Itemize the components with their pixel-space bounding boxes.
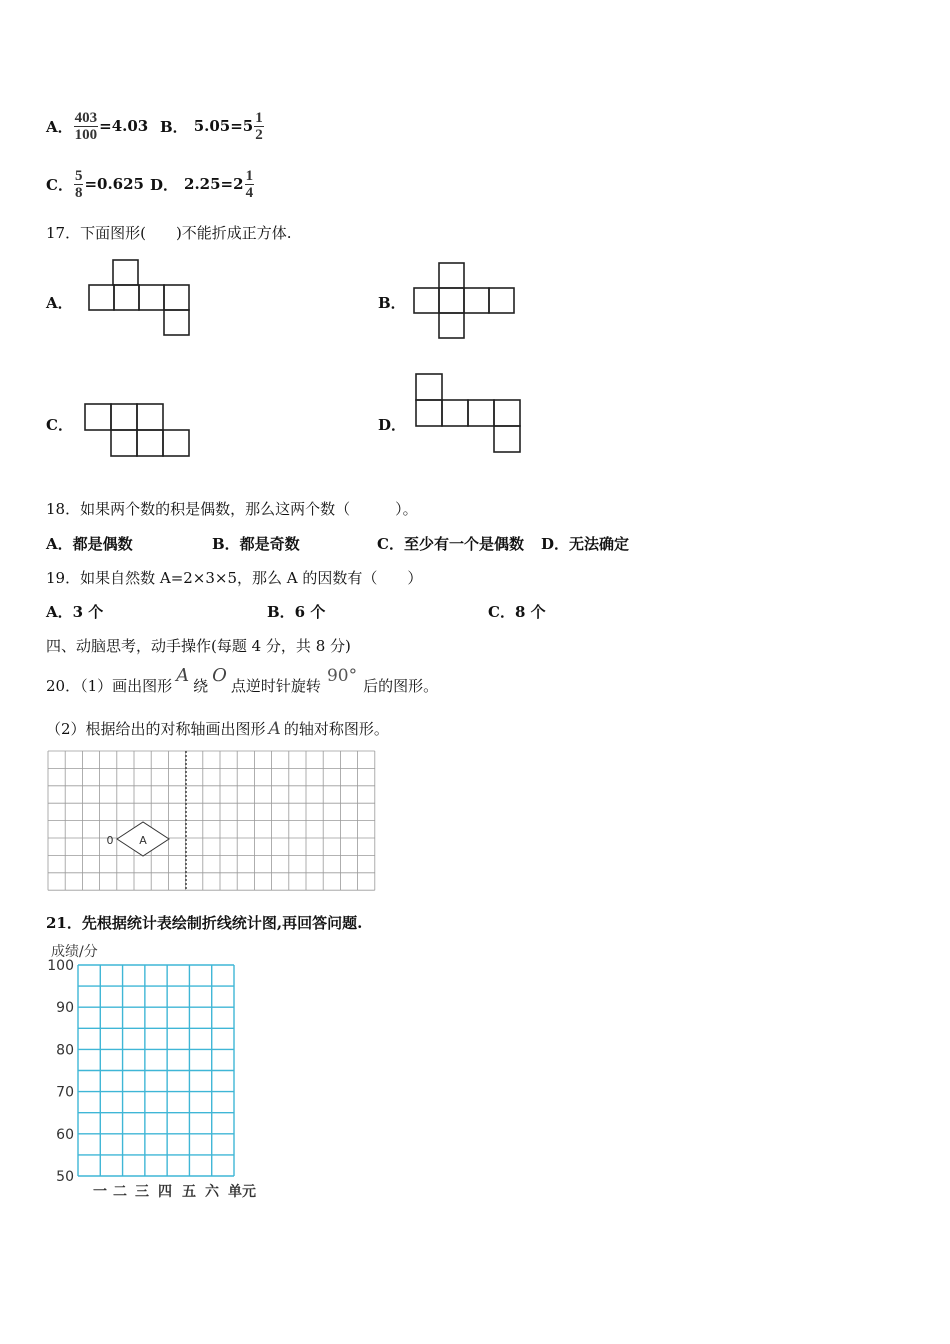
q17-label-d: D．: [378, 416, 407, 434]
fraction-1-4: $\frac{1}{4}$: [245, 167, 254, 201]
q21-stem: 21．先根据统计表绘制折线统计图,再回答问题.: [46, 914, 363, 932]
q19-stem: 19．如果自然数 A=2×3×5，那么 A 的因数有（ ）: [46, 569, 423, 587]
y-tick-label: 50: [56, 1169, 74, 1185]
point-o-label: 0: [106, 834, 114, 847]
x-tick-label: 一: [93, 1184, 107, 1200]
q19-option-c: C．8 个: [488, 603, 546, 621]
y-tick-label: 70: [56, 1084, 74, 1101]
q19-option-a: A．3 个: [46, 603, 104, 621]
q20-part1: 20．（1）画出图形 A 绕 O 点逆时针旋转 90° 后的图形。: [46, 665, 439, 695]
y-tick-label: 90: [56, 1000, 74, 1017]
x-tick-label: 四: [158, 1184, 172, 1200]
x-tick-label: 二: [113, 1184, 127, 1200]
y-tick-label: 100: [47, 958, 74, 974]
q16-option-b: B． 5.05=5 $\frac{1}{2}$: [160, 109, 263, 143]
x-axis-label: 单元: [228, 1184, 256, 1200]
q20-part2: （2）根据给出的对称轴画出图形 A 的轴对称图形。: [46, 718, 389, 739]
cube-net-a: [88, 259, 192, 339]
x-tick-label: 六: [205, 1184, 219, 1200]
rotation-grid: [48, 751, 378, 893]
cube-net-b: [413, 262, 519, 342]
shape-a-label: A: [139, 834, 147, 847]
x-tick-label: 三: [135, 1184, 149, 1200]
q18-option-a: A．都是偶数: [46, 535, 133, 553]
q17-stem: 17．下面图形( )不能折成正方体.: [46, 224, 292, 242]
q17-label-c: C．: [46, 416, 73, 434]
q16-option-d: D． 2.25=2 $\frac{1}{4}$: [150, 167, 254, 201]
q19-option-b: B．6 个: [267, 603, 326, 621]
q18-stem: 18．如果两个数的积是偶数，那么这两个数（ ）。: [46, 500, 418, 518]
section-4-title: 四、动脑思考，动手操作(每题 4 分，共 8 分): [46, 637, 351, 655]
q18-option-d: D．无法确定: [541, 535, 630, 553]
q18-option-c: C．至少有一个是偶数: [377, 535, 524, 553]
q16-option-c: C． $\frac{5}{8}$ =0.625: [46, 167, 144, 201]
cube-net-c: [84, 403, 194, 461]
q17-label-b: B．: [378, 294, 406, 312]
q18-option-b: B．都是奇数: [212, 535, 300, 553]
q16-option-a: A． $\frac{403}{100}$ =4.03: [46, 109, 149, 143]
x-tick-label: 五: [182, 1184, 196, 1200]
fraction-403-100: $\frac{403}{100}$: [74, 109, 98, 143]
y-tick-label: 60: [56, 1126, 74, 1143]
cube-net-d: [415, 373, 525, 457]
q17-label-a: A．: [46, 294, 73, 312]
fraction-1-2: $\frac{1}{2}$: [255, 109, 263, 143]
y-tick-label: 80: [56, 1042, 74, 1059]
chart-y-axis-label: 成绩/分: [51, 944, 98, 960]
fraction-5-8: $\frac{5}{8}$: [74, 167, 83, 201]
line-chart: [44, 958, 274, 1202]
